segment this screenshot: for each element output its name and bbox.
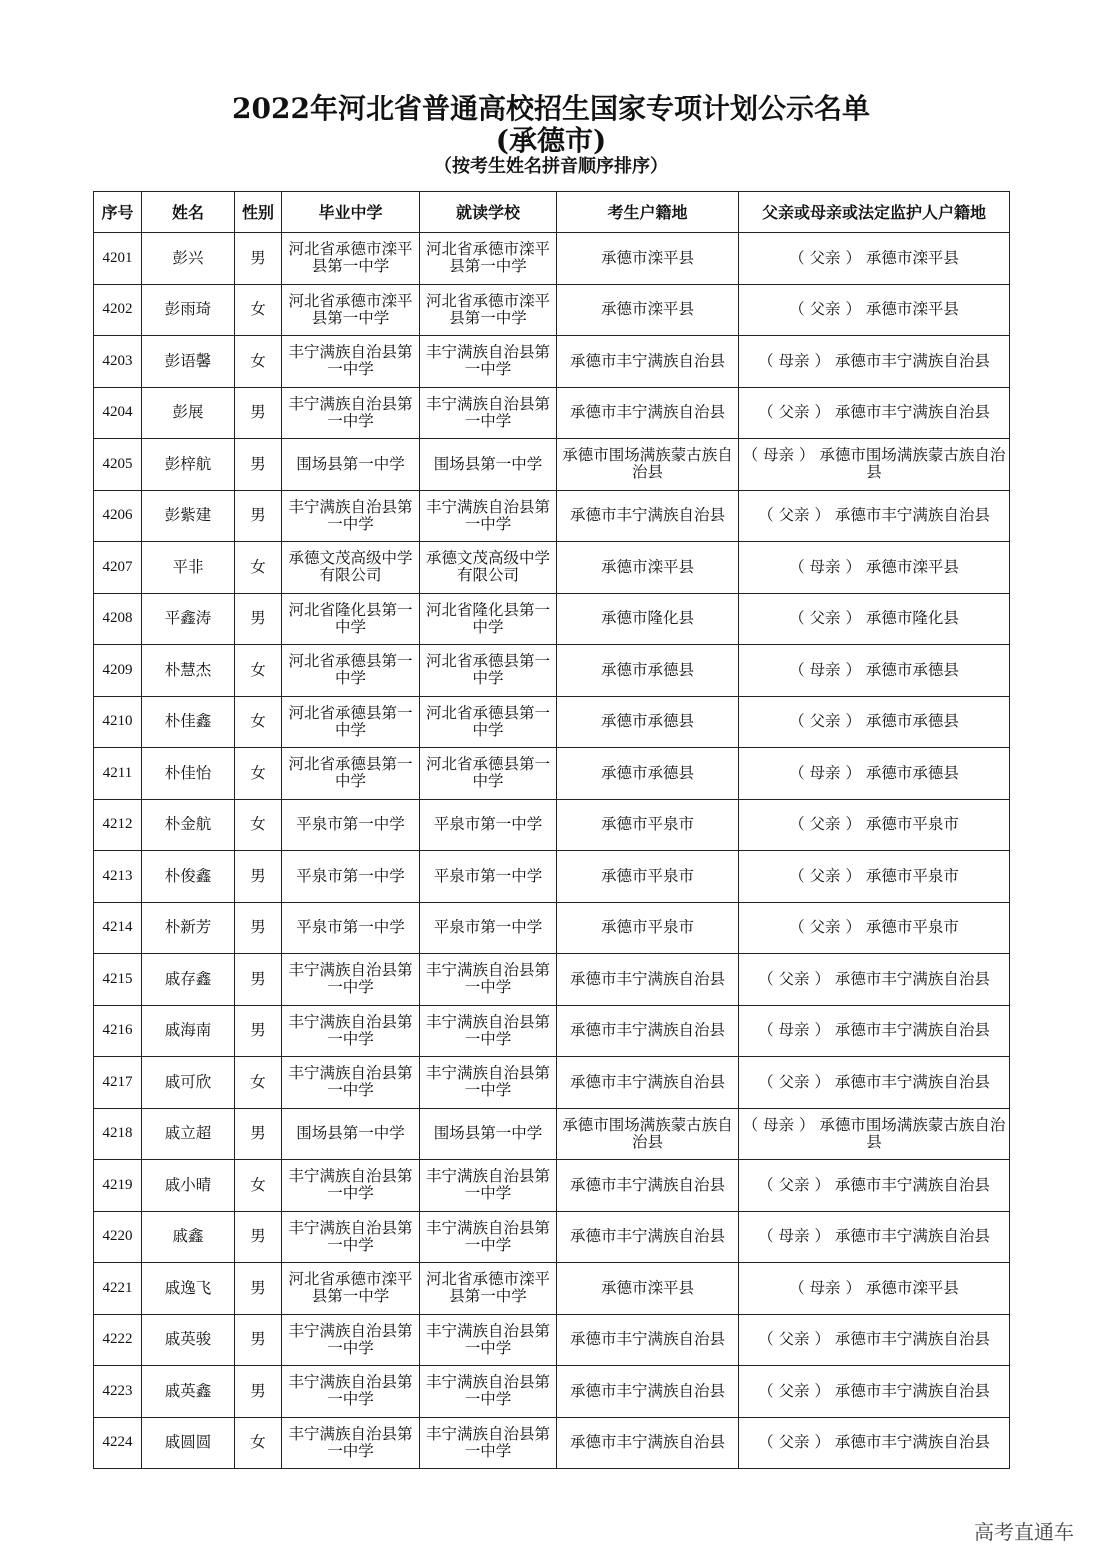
sort-note: （按考生姓名拼音顺序排序） <box>434 156 668 177</box>
cell-seq: 4207 <box>94 542 142 594</box>
table-row <box>94 1005 1010 1057</box>
cell-hukou: 承德市丰宁满族自治县 <box>557 1417 739 1469</box>
cell-name: 朴金航 <box>142 799 235 851</box>
cell-seq: 4215 <box>94 954 142 1006</box>
cell-current-school: 河北省承德县第一中学 <box>420 748 557 800</box>
cell-guardian-hukou: （ 父亲 ） 承德市丰宁满族自治县 <box>739 954 1010 1006</box>
cell-grad-school: 丰宁满族自治县第一中学 <box>282 336 420 388</box>
page-subtitle: (承德市) <box>495 124 607 157</box>
cell-guardian-hukou: （ 父亲 ） 承德市丰宁满族自治县 <box>739 490 1010 542</box>
cell-hukou: 承德市围场满族蒙古族自治县 <box>557 439 739 491</box>
table-row <box>94 1366 1010 1418</box>
cell-hukou: 承德市平泉市 <box>557 799 739 851</box>
cell-guardian-hukou: （ 父亲 ） 承德市平泉市 <box>739 799 1010 851</box>
cell-current-school: 丰宁满族自治县第一中学 <box>420 1366 557 1418</box>
cell-current-school: 丰宁满族自治县第一中学 <box>420 1005 557 1057</box>
table-row <box>94 284 1010 336</box>
cell-current-school: 丰宁满族自治县第一中学 <box>420 1057 557 1109</box>
cell-guardian-hukou: （ 母亲 ） 承德市丰宁满族自治县 <box>739 336 1010 388</box>
cell-seq: 4202 <box>94 284 142 336</box>
col-header-current-school: 就读学校 <box>420 192 557 233</box>
col-header-name: 姓名 <box>142 192 235 233</box>
cell-current-school: 围场县第一中学 <box>420 439 557 491</box>
cell-gender: 男 <box>235 1211 282 1263</box>
cell-guardian-hukou: （ 母亲 ） 承德市滦平县 <box>739 1263 1010 1315</box>
table-body <box>94 233 1010 1469</box>
cell-hukou: 承德市丰宁满族自治县 <box>557 387 739 439</box>
cell-current-school: 河北省承德市滦平县第一中学 <box>420 284 557 336</box>
table-row <box>94 696 1010 748</box>
cell-gender: 女 <box>235 696 282 748</box>
cell-name: 戚鑫 <box>142 1211 235 1263</box>
cell-grad-school: 河北省承德县第一中学 <box>282 696 420 748</box>
cell-name: 戚英鑫 <box>142 1366 235 1418</box>
cell-grad-school: 丰宁满族自治县第一中学 <box>282 1314 420 1366</box>
table-row <box>94 1263 1010 1315</box>
cell-hukou: 承德市丰宁满族自治县 <box>557 1160 739 1212</box>
cell-grad-school: 河北省承德县第一中学 <box>282 748 420 800</box>
cell-guardian-hukou: （ 母亲 ） 承德市丰宁满族自治县 <box>739 1211 1010 1263</box>
cell-guardian-hukou: （ 母亲 ） 承德市承德县 <box>739 748 1010 800</box>
col-header-seq: 序号 <box>94 192 142 233</box>
cell-hukou: 承德市丰宁满族自治县 <box>557 490 739 542</box>
table-row <box>94 387 1010 439</box>
cell-hukou: 承德市滦平县 <box>557 542 739 594</box>
cell-hukou: 承德市丰宁满族自治县 <box>557 1366 739 1418</box>
table-row <box>94 336 1010 388</box>
cell-hukou: 承德市平泉市 <box>557 902 739 954</box>
cell-grad-school: 平泉市第一中学 <box>282 902 420 954</box>
cell-grad-school: 丰宁满族自治县第一中学 <box>282 1160 420 1212</box>
table-row <box>94 1417 1010 1469</box>
cell-grad-school: 河北省承德市滦平县第一中学 <box>282 284 420 336</box>
cell-guardian-hukou: （ 父亲 ） 承德市滦平县 <box>739 233 1010 285</box>
cell-grad-school: 丰宁满族自治县第一中学 <box>282 387 420 439</box>
cell-gender: 男 <box>235 233 282 285</box>
cell-name: 戚存鑫 <box>142 954 235 1006</box>
cell-grad-school: 承德文茂高级中学有限公司 <box>282 542 420 594</box>
cell-grad-school: 丰宁满族自治县第一中学 <box>282 1211 420 1263</box>
cell-seq: 4217 <box>94 1057 142 1109</box>
cell-seq: 4219 <box>94 1160 142 1212</box>
cell-name: 戚海南 <box>142 1005 235 1057</box>
cell-name: 戚小晴 <box>142 1160 235 1212</box>
cell-current-school: 丰宁满族自治县第一中学 <box>420 1160 557 1212</box>
cell-seq: 4223 <box>94 1366 142 1418</box>
cell-hukou: 承德市滦平县 <box>557 233 739 285</box>
cell-seq: 4222 <box>94 1314 142 1366</box>
cell-current-school: 承德文茂高级中学有限公司 <box>420 542 557 594</box>
cell-name: 朴佳怡 <box>142 748 235 800</box>
cell-grad-school: 河北省承德市滦平县第一中学 <box>282 233 420 285</box>
cell-name: 戚圆圆 <box>142 1417 235 1469</box>
cell-seq: 4210 <box>94 696 142 748</box>
table-row <box>94 233 1010 285</box>
cell-seq: 4221 <box>94 1263 142 1315</box>
cell-gender: 女 <box>235 1417 282 1469</box>
cell-hukou: 承德市隆化县 <box>557 593 739 645</box>
cell-gender: 女 <box>235 799 282 851</box>
table-row <box>94 542 1010 594</box>
table-row <box>94 490 1010 542</box>
cell-name: 戚可欣 <box>142 1057 235 1109</box>
cell-grad-school: 平泉市第一中学 <box>282 799 420 851</box>
cell-name: 彭兴 <box>142 233 235 285</box>
cell-gender: 女 <box>235 336 282 388</box>
cell-guardian-hukou: （ 父亲 ） 承德市丰宁满族自治县 <box>739 1366 1010 1418</box>
cell-gender: 男 <box>235 1366 282 1418</box>
cell-name: 戚逸飞 <box>142 1263 235 1315</box>
table-row <box>94 645 1010 697</box>
cell-name: 彭雨琦 <box>142 284 235 336</box>
cell-current-school: 河北省承德市滦平县第一中学 <box>420 1263 557 1315</box>
cell-gender: 男 <box>235 1314 282 1366</box>
cell-hukou: 承德市丰宁满族自治县 <box>557 1314 739 1366</box>
cell-current-school: 丰宁满族自治县第一中学 <box>420 387 557 439</box>
table-row <box>94 902 1010 954</box>
cell-gender: 男 <box>235 1108 282 1160</box>
table-row <box>94 748 1010 800</box>
cell-gender: 男 <box>235 1263 282 1315</box>
cell-guardian-hukou: （ 父亲 ） 承德市平泉市 <box>739 851 1010 903</box>
cell-name: 戚立超 <box>142 1108 235 1160</box>
cell-guardian-hukou: （ 父亲 ） 承德市平泉市 <box>739 902 1010 954</box>
cell-hukou: 承德市承德县 <box>557 696 739 748</box>
cell-grad-school: 河北省隆化县第一中学 <box>282 593 420 645</box>
cell-current-school: 河北省承德市滦平县第一中学 <box>420 233 557 285</box>
cell-seq: 4220 <box>94 1211 142 1263</box>
cell-name: 彭梓航 <box>142 439 235 491</box>
cell-grad-school: 丰宁满族自治县第一中学 <box>282 490 420 542</box>
cell-grad-school: 围场县第一中学 <box>282 439 420 491</box>
cell-seq: 4204 <box>94 387 142 439</box>
cell-seq: 4216 <box>94 1005 142 1057</box>
cell-grad-school: 河北省承德县第一中学 <box>282 645 420 697</box>
cell-hukou: 承德市平泉市 <box>557 851 739 903</box>
cell-current-school: 平泉市第一中学 <box>420 851 557 903</box>
table-row <box>94 439 1010 491</box>
cell-name: 朴佳鑫 <box>142 696 235 748</box>
cell-current-school: 丰宁满族自治县第一中学 <box>420 1314 557 1366</box>
table-header-row <box>94 192 1010 233</box>
table-row <box>94 1211 1010 1263</box>
table-row <box>94 954 1010 1006</box>
cell-gender: 女 <box>235 1160 282 1212</box>
cell-current-school: 丰宁满族自治县第一中学 <box>420 336 557 388</box>
cell-seq: 4214 <box>94 902 142 954</box>
cell-grad-school: 丰宁满族自治县第一中学 <box>282 1005 420 1057</box>
cell-name: 平鑫涛 <box>142 593 235 645</box>
cell-seq: 4209 <box>94 645 142 697</box>
cell-hukou: 承德市滦平县 <box>557 284 739 336</box>
cell-name: 彭紫建 <box>142 490 235 542</box>
cell-seq: 4206 <box>94 490 142 542</box>
cell-guardian-hukou: （ 母亲 ） 承德市围场满族蒙古族自治县 <box>739 439 1010 491</box>
cell-name: 平非 <box>142 542 235 594</box>
cell-gender: 男 <box>235 851 282 903</box>
cell-gender: 男 <box>235 954 282 1006</box>
cell-gender: 女 <box>235 284 282 336</box>
cell-hukou: 承德市承德县 <box>557 748 739 800</box>
cell-seq: 4224 <box>94 1417 142 1469</box>
cell-hukou: 承德市丰宁满族自治县 <box>557 954 739 1006</box>
cell-seq: 4205 <box>94 439 142 491</box>
roster-table <box>93 191 1010 1469</box>
cell-current-school: 河北省承德县第一中学 <box>420 696 557 748</box>
cell-guardian-hukou: （ 母亲 ） 承德市围场满族蒙古族自治县 <box>739 1108 1010 1160</box>
table-row <box>94 851 1010 903</box>
cell-name: 朴慧杰 <box>142 645 235 697</box>
cell-seq: 4203 <box>94 336 142 388</box>
cell-grad-school: 丰宁满族自治县第一中学 <box>282 1417 420 1469</box>
col-header-guardian-hukou: 父亲或母亲或法定监护人户籍地 <box>739 192 1010 233</box>
cell-grad-school: 丰宁满族自治县第一中学 <box>282 1057 420 1109</box>
cell-gender: 男 <box>235 490 282 542</box>
cell-seq: 4218 <box>94 1108 142 1160</box>
cell-current-school: 河北省承德县第一中学 <box>420 645 557 697</box>
table-row <box>94 1057 1010 1109</box>
cell-current-school: 丰宁满族自治县第一中学 <box>420 1417 557 1469</box>
page-title: 2022年河北省普通高校招生国家专项计划公示名单 <box>232 92 870 125</box>
cell-guardian-hukou: （ 父亲 ） 承德市承德县 <box>739 696 1010 748</box>
cell-gender: 男 <box>235 439 282 491</box>
watermark-text: 高考直通车 <box>974 1520 1074 1544</box>
cell-hukou: 承德市滦平县 <box>557 1263 739 1315</box>
cell-guardian-hukou: （ 母亲 ） 承德市滦平县 <box>739 542 1010 594</box>
cell-current-school: 平泉市第一中学 <box>420 799 557 851</box>
table-row <box>94 593 1010 645</box>
col-header-hukou: 考生户籍地 <box>557 192 739 233</box>
table-row <box>94 1314 1010 1366</box>
cell-seq: 4213 <box>94 851 142 903</box>
cell-guardian-hukou: （ 父亲 ） 承德市滦平县 <box>739 284 1010 336</box>
cell-guardian-hukou: （ 母亲 ） 承德市承德县 <box>739 645 1010 697</box>
cell-seq: 4208 <box>94 593 142 645</box>
cell-guardian-hukou: （ 父亲 ） 承德市丰宁满族自治县 <box>739 1417 1010 1469</box>
cell-seq: 4211 <box>94 748 142 800</box>
cell-hukou: 承德市丰宁满族自治县 <box>557 1211 739 1263</box>
cell-gender: 男 <box>235 387 282 439</box>
cell-gender: 女 <box>235 542 282 594</box>
cell-current-school: 平泉市第一中学 <box>420 902 557 954</box>
cell-name: 彭展 <box>142 387 235 439</box>
cell-guardian-hukou: （ 父亲 ） 承德市丰宁满族自治县 <box>739 1314 1010 1366</box>
cell-gender: 女 <box>235 1057 282 1109</box>
cell-gender: 男 <box>235 1005 282 1057</box>
cell-current-school: 丰宁满族自治县第一中学 <box>420 954 557 1006</box>
cell-grad-school: 河北省承德市滦平县第一中学 <box>282 1263 420 1315</box>
cell-hukou: 承德市丰宁满族自治县 <box>557 1005 739 1057</box>
col-header-gender: 性别 <box>235 192 282 233</box>
cell-guardian-hukou: （ 母亲 ） 承德市丰宁满族自治县 <box>739 1005 1010 1057</box>
cell-gender: 男 <box>235 902 282 954</box>
cell-current-school: 丰宁满族自治县第一中学 <box>420 1211 557 1263</box>
cell-gender: 女 <box>235 748 282 800</box>
cell-guardian-hukou: （ 父亲 ） 承德市隆化县 <box>739 593 1010 645</box>
cell-hukou: 承德市围场满族蒙古族自治县 <box>557 1108 739 1160</box>
table-row <box>94 799 1010 851</box>
cell-gender: 男 <box>235 593 282 645</box>
cell-seq: 4212 <box>94 799 142 851</box>
cell-guardian-hukou: （ 父亲 ） 承德市丰宁满族自治县 <box>739 387 1010 439</box>
cell-current-school: 围场县第一中学 <box>420 1108 557 1160</box>
cell-current-school: 丰宁满族自治县第一中学 <box>420 490 557 542</box>
cell-grad-school: 平泉市第一中学 <box>282 851 420 903</box>
cell-seq: 4201 <box>94 233 142 285</box>
cell-name: 朴新芳 <box>142 902 235 954</box>
cell-grad-school: 丰宁满族自治县第一中学 <box>282 1366 420 1418</box>
cell-hukou: 承德市承德县 <box>557 645 739 697</box>
cell-grad-school: 围场县第一中学 <box>282 1108 420 1160</box>
cell-hukou: 承德市丰宁满族自治县 <box>557 336 739 388</box>
cell-grad-school: 丰宁满族自治县第一中学 <box>282 954 420 1006</box>
cell-current-school: 河北省隆化县第一中学 <box>420 593 557 645</box>
cell-guardian-hukou: （ 父亲 ） 承德市丰宁满族自治县 <box>739 1160 1010 1212</box>
cell-hukou: 承德市丰宁满族自治县 <box>557 1057 739 1109</box>
cell-gender: 女 <box>235 645 282 697</box>
cell-name: 戚英骏 <box>142 1314 235 1366</box>
cell-guardian-hukou: （ 父亲 ） 承德市丰宁满族自治县 <box>739 1057 1010 1109</box>
table-row <box>94 1108 1010 1160</box>
table-row <box>94 1160 1010 1212</box>
cell-name: 彭语馨 <box>142 336 235 388</box>
cell-name: 朴俊鑫 <box>142 851 235 903</box>
col-header-grad-school: 毕业中学 <box>282 192 420 233</box>
